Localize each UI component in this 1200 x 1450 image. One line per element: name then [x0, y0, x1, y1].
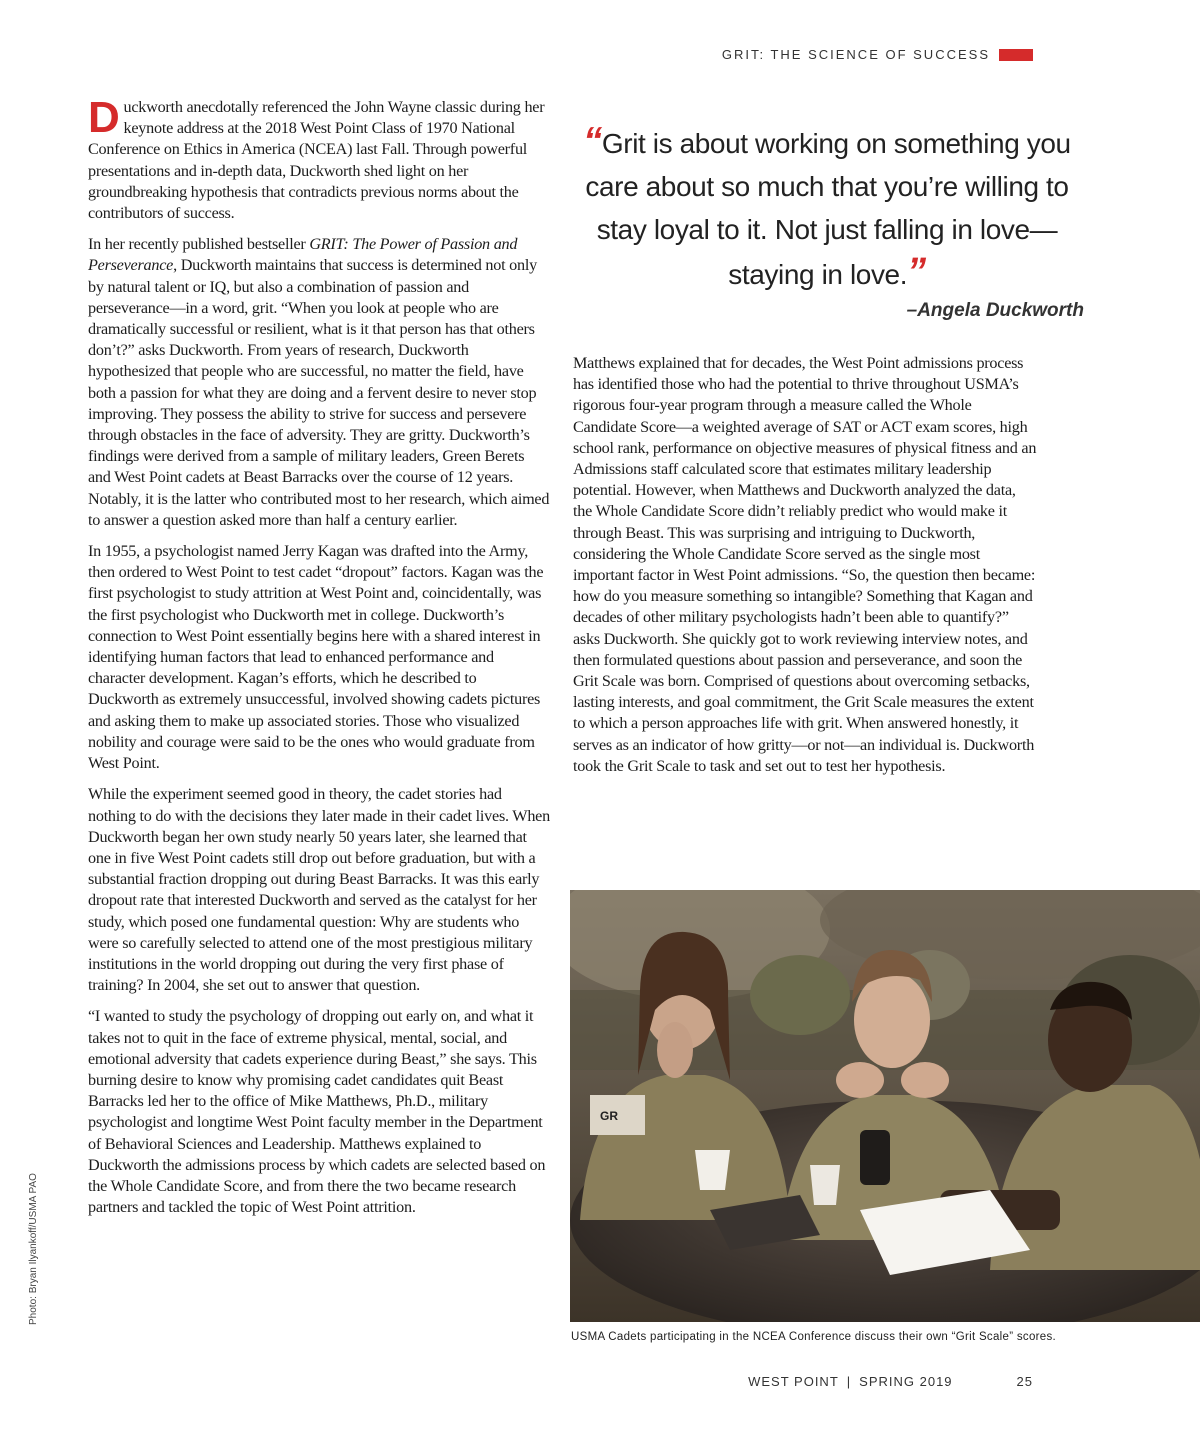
quote-attribution: –Angela Duckworth: [906, 300, 1084, 321]
drop-cap: D: [88, 93, 120, 142]
open-quote-mark: “: [583, 120, 602, 162]
paragraph-1: [88, 93, 550, 224]
issue-label: SPRING 2019: [859, 1374, 953, 1389]
photo-caption: USMA Cadets participating in the NCEA Conference discuss their own “Grit Scale” scores.: [571, 1331, 1057, 1343]
publication-name: WEST POINT: [748, 1374, 839, 1389]
paragraph-2: [88, 234, 550, 531]
article-right-column: [573, 353, 1038, 777]
paragraph-4: While the experiment seemed good in theory, the cadet stories had nothing to do with the decisions they later made in their cadet lives. When Duckworth began her own study nearly 50 years later, she learned that one in five West Point cadets still drop out before graduation, but with a substantial fraction dropping out during Beast Barracks. It was this early dropout rate that interested Duckworth and served as the catalyst for her study, which posed one fundamental question: Why are students who were so carefully selected to attend one of the most prestigious military institutions in the world dropping out during the very first phase of training? In 2004, she set out to answer that question.: [88, 785, 550, 995]
article-left-column: [88, 93, 550, 1228]
paragraph-2-text: , Duckworth maintains that success is determined not only by natural talent or IQ, but also a combination of passion and perseverance—in a word, grit. “When you look at people who are dramatically successful or resilient, what is it that person has that others don’t?” asks Duckworth. From years of research, Duckworth hypothesized that people who are successful, no matter the field, have both a passion for what they are doing and a fervent desire to never stop improving. They possess the ability to strive for success and persevere through obstacles in the face of adversity. They are gritty. Duckworth’s findings were derived from a sample of military leaders, Green Berets and West Point cadets at Beast Barracks over the course of 12 years. Notably, it is the latter who contributed most to her research, which aimed to answer a question asked more than half a century earlier.: [88, 256, 550, 529]
paragraph-6: Matthews explained that for decades, the West Point admissions process has identified those who had the potential to thrive throughout USMA’s rigorous four-year program through a measure called the Whole Candidate Score—a weighted average of SAT or ACT exam scores, high school rank, performance on objective measures of physical fitness and an Admissions staff calculated score that estimates military leadership potential. However, when Matthews and Duckworth analyzed the data, the Whole Candidate Score didn’t reliably predict who would make it through Beast. This was surprising and intriguing to Duckworth, considering the Whole Candidate Score served as the single most important factor in West Point admissions. “So, the question then became: how do you measure something so intangible? Something that Kagan and decades of other military psychologists hadn’t been able to quantify?” asks Duckworth. She quickly got to work reviewing interview notes, and then formulated questions about passion and perseverance, and soon the Grit Scale was born. Comprised of questions about overcoming setbacks, lasting interests, and goal commitment, the Grit Scale measures the extent to which a person approaches life with grit. When answered honestly, it serves as an indicator of how gritty—or not—an individual is. Duckworth took the Grit Scale to task and set out to test her hypothesis.: [573, 354, 1037, 775]
section-title: GRIT: THE SCIENCE OF SUCCESS: [721, 47, 990, 62]
page-number: 25: [1016, 1374, 1033, 1389]
cadets-photo: [570, 890, 1200, 1322]
table-card-label: GR: [600, 1109, 618, 1123]
running-header: [722, 47, 1033, 62]
pull-quote-text: Grit is about working on something you care about so much that you’re willing to stay loyal to it. Not just falling in love—staying in love.: [585, 128, 1071, 290]
close-quote-mark: ”: [907, 251, 926, 293]
footer-separator: |: [846, 1374, 852, 1389]
pull-quote: [566, 120, 1088, 296]
photo-credit: Photo: Bryan Ilyankoff/USMA PAO: [28, 1173, 39, 1325]
paragraph-1-text: uckworth anecdotally referenced the John Wayne classic during her keynote address at the 2018 West Point Class of 1970 National Conference on Ethics in America (NCEA) last Fall. Through powerful presentations and in-depth data, Duckworth shed light on her groundbreaking hypothesis that contradicts previous norms about the contributors of success.: [88, 98, 545, 223]
header-accent-bar: [999, 49, 1033, 61]
paragraph-5: “I wanted to study the psychology of dropping out early on, and what it takes not to quit in the face of extreme physical, mental, social, and emotional adversity that cadets experience during Beast,” she says. This burning desire to know why promising cadet candidates quit Beast Barracks led her to the office of Mike Matthews, Ph.D., military psychologist and longtime West Point faculty member in the Department of Behavioral Sciences and Leadership. Matthews explained to Duckworth the admissions process by which cadets are selected based on the Whole Candidate Score, and from there the two became research partners and tackled the topic of West Point attrition.: [88, 1007, 546, 1217]
paragraph-3: In 1955, a psychologist named Jerry Kagan was drafted into the Army, then ordered to West Point to test cadet “dropout” factors. Kagan was the first psychologist to study attrition at West Point and, coincidentally, was the first psychologist who Duckworth met in college. Duckworth’s connection to West Point essentially begins here with a shared interest in identifying human factors that lead to enhanced performance and character development. Kagan’s efforts, which he described to Duckworth as extremely unsuccessful, involved showing cadets pictures and asking them to make up associated stories. Those who visualized nobility and courage were said to be the ones who would graduate from West Point.: [88, 542, 544, 773]
book-title: GRIT: The Power of Passion and Perseverance: [88, 235, 518, 275]
paragraph-2-lead: In her recently published bestseller: [88, 235, 310, 254]
page-footer: [748, 1374, 1033, 1389]
